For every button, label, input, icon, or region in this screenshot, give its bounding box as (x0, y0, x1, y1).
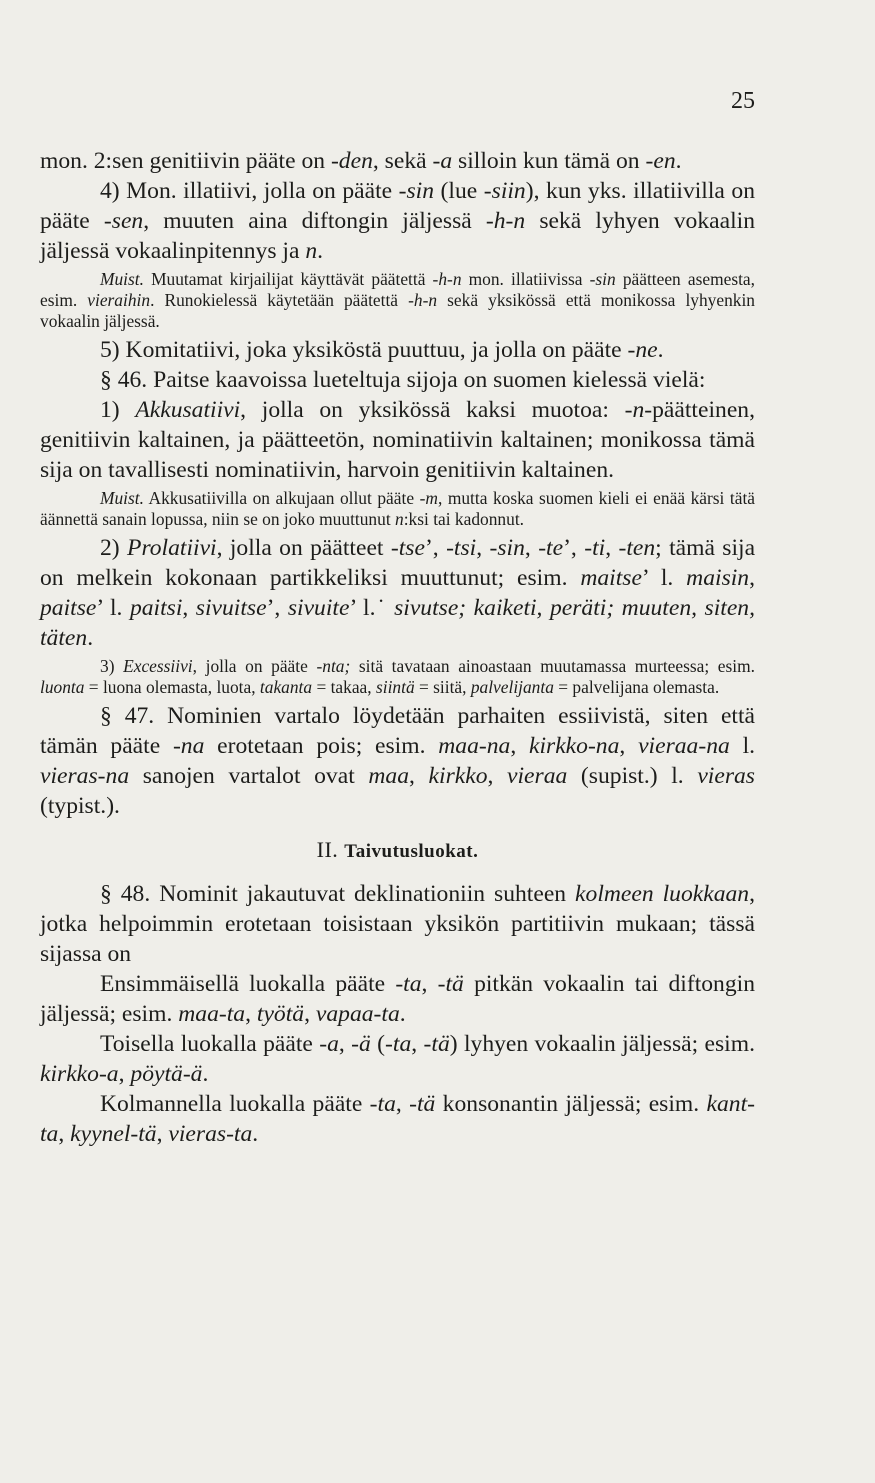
text-run: , (304, 1001, 316, 1027)
text-run: , (749, 565, 756, 591)
text-run: :ksi tai kadonnut. (403, 509, 524, 529)
italic-run: -sin (489, 535, 525, 561)
text-run: , sekä (372, 148, 433, 174)
text-run: sekä yksikössä että monikossa lyhyenkin vokaalin jäljessä. (40, 290, 756, 331)
italic-run: -ne (627, 337, 658, 363)
italic-run: maa-na (438, 733, 511, 759)
italic-run: -m (419, 488, 438, 508)
body-paragraph (40, 335, 755, 365)
text-run: sanojen vartalot ovat (129, 763, 369, 789)
text-run: pitkän vokaalin tai diftongin jäljessä; esim. (40, 971, 755, 1027)
text-run: , (409, 763, 429, 789)
italic-run: pöytä-ä (130, 1061, 203, 1087)
page-number: 25 (731, 88, 755, 114)
body-paragraph (40, 1029, 755, 1089)
text-run: ) lyhyen vokaalin jäljessä; esim. (449, 1031, 755, 1057)
text-run: (lue (434, 178, 484, 204)
text-run: . (87, 625, 94, 651)
text-run: l. (729, 733, 756, 759)
italic-run: -tä (409, 1091, 436, 1117)
italic-run: -a (319, 1031, 339, 1057)
text-run: , muuten aina diftongin jäljessä (143, 208, 486, 234)
body-paragraph (40, 533, 755, 653)
text-run: päätteen asemesta, esim. (40, 269, 755, 310)
text-run: , (476, 535, 490, 561)
italic-run: sivuite (287, 595, 350, 621)
text-run: (supist.) l. (567, 763, 698, 789)
text-run: mon. 2:sen genitiivin pääte on (40, 148, 331, 174)
text-run: § 46. Paitse kaavoissa lueteltuja sijoja on suomen kielessä vielä: (100, 367, 706, 393)
text-run: = takaa, (312, 677, 376, 697)
italic-run: vieras-ta (168, 1121, 253, 1147)
body-paragraph (40, 146, 755, 176)
italic-run: Muist. (100, 488, 144, 508)
text-run: . (675, 148, 682, 174)
note-paragraph (40, 269, 755, 332)
italic-run: -ten (618, 535, 656, 561)
italic-run: maitse (580, 565, 642, 591)
text-run: II. (316, 837, 345, 862)
italic-run: luonta (40, 677, 85, 697)
text-run: . (317, 238, 324, 264)
text-run: Taivutusluokat. (344, 841, 479, 862)
text-run: (typist.). (40, 793, 120, 819)
text-run: ’ l. (641, 565, 687, 591)
text-run: , (605, 535, 619, 561)
italic-run: n (305, 238, 318, 264)
text-run: , (487, 763, 508, 789)
body-paragraph (40, 395, 755, 485)
italic-run: -a (432, 148, 453, 174)
italic-run: -ä (351, 1031, 371, 1057)
italic-run: kirkko (428, 763, 488, 789)
text-run: 4) Mon. illatiivi, jolla on pääte (100, 178, 399, 204)
text-run: 2) (100, 535, 128, 561)
italic-run: paitse (40, 595, 97, 621)
text-run: , (156, 1121, 169, 1147)
text-run: mon. illatiivissa (461, 269, 590, 289)
text-run: , (510, 733, 529, 759)
italic-run: vieras (697, 763, 755, 789)
italic-run: -ta (369, 1091, 396, 1117)
italic-run: -ta (385, 1031, 412, 1057)
section-heading (40, 835, 755, 867)
text-run: , (411, 1031, 424, 1057)
text-run: ’, (424, 535, 447, 561)
text-run: . Runokielessä käytetään päätettä (150, 290, 409, 310)
italic-run: Akkusatiivi (135, 397, 241, 423)
italic-run: -tä (423, 1031, 450, 1057)
italic-run: Excessiivi (123, 656, 193, 676)
text-run: ’, (563, 535, 585, 561)
text-run: silloin kun tämä on (452, 148, 646, 174)
text-run: = luona olemasta, luota, (84, 677, 260, 697)
text-run: 3) (100, 656, 124, 676)
text-run: , (524, 535, 539, 561)
text-run: , (338, 1031, 352, 1057)
italic-run: -den (330, 148, 373, 174)
text-run: , (619, 733, 639, 759)
text-run: 1) (100, 397, 136, 423)
note-paragraph (40, 488, 755, 530)
italic-run: -sin (589, 269, 616, 289)
text-run: , jolla on yksikössä kaksi muotoa: (240, 397, 625, 423)
italic-run: -n (624, 397, 645, 423)
text-run: = siitä, (414, 677, 471, 697)
text-run: Ensimmäisellä luokalla pääte (100, 971, 396, 997)
italic-run: maisin (686, 565, 750, 591)
italic-run: -siin (483, 178, 526, 204)
italic-run: maa-ta (178, 1001, 246, 1027)
body-paragraph (40, 969, 755, 1029)
text-run: § 48. Nominit jakautuvat deklinationiin suhteen (100, 881, 576, 907)
text-run: ’ l. (96, 595, 130, 621)
text-run: 5) Komitatiivi, joka yksiköstä puuttuu, ja jolla on pääte (100, 337, 628, 363)
italic-run: Prolatiivi (127, 535, 217, 561)
text-run: , jolla on pääte (192, 656, 317, 676)
italic-run: -te (538, 535, 564, 561)
text-run: ), kun yks. illatiivilla on pääte (40, 178, 755, 234)
text-run: Kolmannella luokalla pääte (100, 1091, 370, 1117)
italic-run: -nta; (316, 656, 351, 676)
italic-run: vieraa-na (638, 733, 730, 759)
text-run: , (245, 1001, 257, 1027)
italic-run: -na (172, 733, 205, 759)
italic-run: -tä (437, 971, 464, 997)
text-run: -päätteinen, genitiivin kaltainen, ja päätteetön, nominatiivin kaltainen; monikossa tämä sija on tavallisesti nominatiivin, harvoin genitiivin kaltainen. (40, 397, 755, 483)
italic-run: sivuitse (195, 595, 267, 621)
body-paragraph (40, 1089, 755, 1149)
italic-run: työtä (256, 1001, 305, 1027)
italic-run: kant-ta (40, 1091, 755, 1147)
italic-run: -h-n (408, 290, 438, 310)
italic-run: kirkko-a (40, 1061, 119, 1087)
text-run: konsonantin jäljessä; esim. (435, 1091, 707, 1117)
italic-run: -tsi (446, 535, 477, 561)
text-run: . (399, 1001, 406, 1027)
text-run: erotetaan pois; esim. (204, 733, 439, 759)
page-text (40, 146, 755, 1149)
text-run: , jolla on päätteet (216, 535, 391, 561)
text-run: , (58, 1121, 71, 1147)
italic-run: takanta (259, 677, 313, 697)
text-run: Akkusatiivilla on alkujaan ollut pääte (143, 488, 420, 508)
text-run: = palvelijana olemasta. (553, 677, 720, 697)
body-paragraph (40, 176, 755, 266)
body-paragraph (40, 879, 755, 969)
body-paragraph (40, 701, 755, 821)
italic-run: siintä (375, 677, 415, 697)
italic-run: vapaa-ta (315, 1001, 400, 1027)
italic-run: -tse (390, 535, 425, 561)
text-run: Muutamat kirjailijat käyttävät päätettä (143, 269, 433, 289)
note-paragraph (40, 656, 755, 698)
text-run: , (118, 1061, 131, 1087)
italic-run: vieras-na (40, 763, 130, 789)
italic-run: -sin (398, 178, 435, 204)
italic-run: -sen (103, 208, 144, 234)
italic-run: Muist. (100, 269, 144, 289)
italic-run: -h-n (485, 208, 526, 234)
text-run: § 47. Nominien vartalo löydetään parhaiten essiivistä, siten että tämän pääte (40, 703, 755, 759)
text-run: , jotka helpoimmin erotetaan toisistaan yksikön partitiivin mukaan; tässä sijassa on (40, 881, 755, 967)
text-run: , (421, 971, 438, 997)
text-run: ( (370, 1031, 386, 1057)
italic-run: sivutse; kaiketi, peräti; muuten, siten, täten (40, 595, 755, 651)
text-run: ; tämä sija on melkein kokonaan partikkeliksi muuttunut; esim. (40, 535, 756, 591)
italic-run: kirkko-na (529, 733, 620, 759)
text-run: . (252, 1121, 259, 1147)
italic-run: -en (645, 148, 676, 174)
italic-run: palvelijanta (470, 677, 554, 697)
italic-run: kolmeen luokkaan (575, 881, 750, 907)
italic-run: vieraihin (87, 290, 151, 310)
italic-run: maa (368, 763, 410, 789)
italic-run: n (395, 509, 404, 529)
text-run: ’ l.˙ (349, 595, 395, 621)
text-run: ’, (266, 595, 288, 621)
text-run: sekä lyhyen vokaalin jäljessä vokaalinpitennys ja (40, 208, 755, 264)
italic-run: paitsi (129, 595, 183, 621)
italic-run: -ta (395, 971, 422, 997)
text-run: , mutta koska suomen kieli ei enää kärsi tätä äännettä sanain lopussa, niin se on joko muuttunut (40, 488, 755, 529)
italic-run: -h-n (432, 269, 462, 289)
text-run: . (657, 337, 664, 363)
body-paragraph (40, 365, 755, 395)
text-run: . (202, 1061, 209, 1087)
text-run: , (182, 595, 196, 621)
text-run: sitä tavataan ainoastaan muutamassa murteessa; esim. (350, 656, 755, 676)
text-run: , (395, 1091, 410, 1117)
text-run: Toisella luokalla pääte (100, 1031, 320, 1057)
italic-run: kyynel-tä (70, 1121, 157, 1147)
italic-run: -ti (584, 535, 606, 561)
italic-run: vieraa (507, 763, 568, 789)
